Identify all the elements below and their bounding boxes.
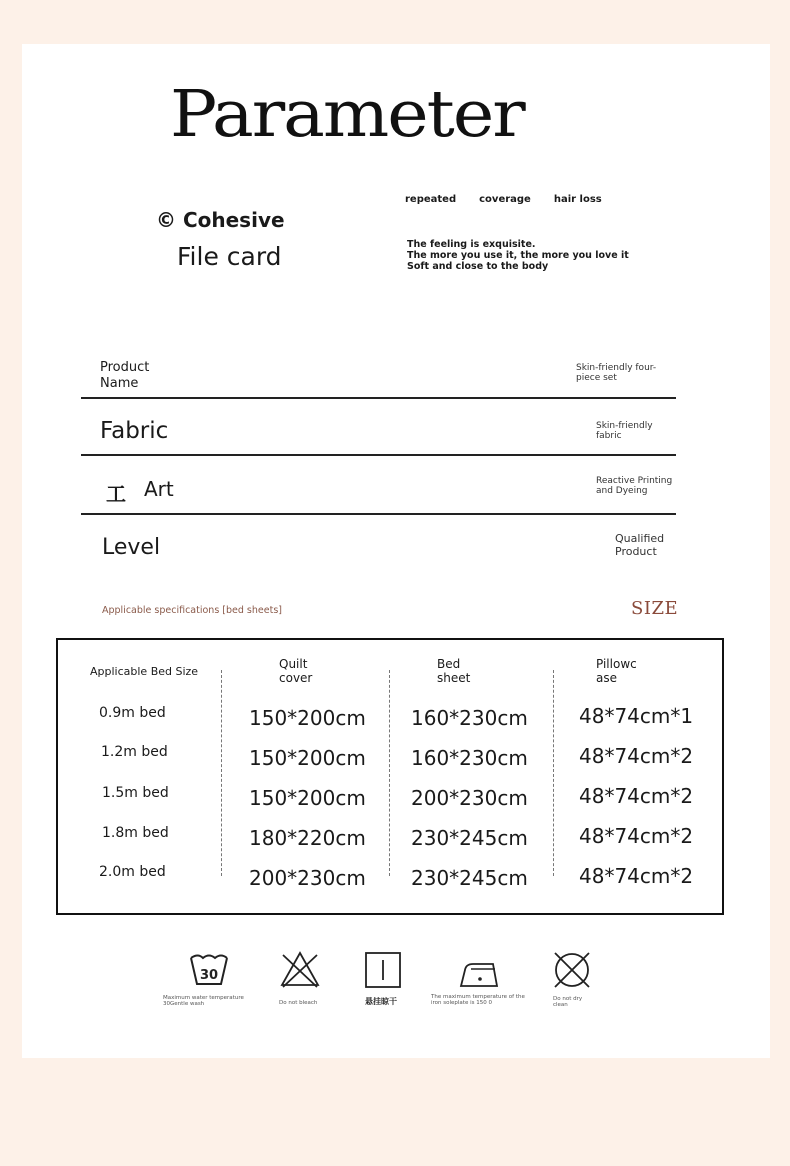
feel-line: Soft and close to the body bbox=[407, 261, 549, 272]
row-pillow: 48*74cm*2 bbox=[579, 864, 694, 888]
row-quilt: 150*200cm bbox=[249, 786, 366, 810]
column-divider bbox=[389, 670, 390, 876]
row-quilt: 150*200cm bbox=[249, 706, 366, 730]
hang-caption: 悬挂晾干 bbox=[365, 997, 397, 1006]
spec-label-line: Product bbox=[100, 360, 150, 375]
feature-tags bbox=[405, 194, 602, 205]
spec-value-product-name bbox=[576, 363, 656, 383]
spec-note: Applicable specifications [bed sheets] bbox=[102, 605, 282, 616]
no-bleach-icon bbox=[279, 949, 321, 989]
wash-30-icon bbox=[188, 950, 230, 988]
size-table bbox=[56, 638, 724, 915]
divider bbox=[81, 454, 676, 456]
divider bbox=[81, 513, 676, 515]
spec-label-line: Name bbox=[100, 376, 139, 391]
parameter-card bbox=[22, 44, 770, 1058]
row-quilt: 180*220cm bbox=[249, 826, 366, 850]
row-sheet: 160*230cm bbox=[411, 706, 528, 730]
spec-label-art: Art bbox=[144, 477, 174, 501]
wash-temp-label: 30 bbox=[199, 968, 219, 983]
hang-dry-icon bbox=[364, 951, 402, 989]
row-sheet: 160*230cm bbox=[411, 746, 528, 770]
row-quilt: 150*200cm bbox=[249, 746, 366, 770]
header-line: sheet bbox=[437, 671, 471, 685]
wash-caption bbox=[163, 995, 244, 1007]
row-bed-size: 1.2m bed bbox=[101, 744, 168, 760]
page-title: Parameter bbox=[170, 76, 524, 152]
divider bbox=[81, 397, 676, 399]
tag-coverage: coverage bbox=[479, 194, 531, 205]
row-pillow: 48*74cm*2 bbox=[579, 824, 694, 848]
spec-value-line: Reactive Printing bbox=[596, 476, 673, 486]
caption-line: 30Gentle wash bbox=[163, 1001, 205, 1007]
row-bed-size: 1.5m bed bbox=[102, 785, 169, 801]
spec-label-product-name bbox=[100, 360, 149, 392]
row-quilt: 200*230cm bbox=[249, 866, 366, 890]
file-card-subtitle: File card bbox=[177, 242, 282, 271]
bleach-caption: Do not bleach bbox=[279, 1000, 318, 1006]
art-icon: 工 bbox=[106, 482, 126, 506]
spec-value-art bbox=[596, 476, 672, 496]
column-divider bbox=[553, 670, 554, 876]
feel-text bbox=[407, 239, 629, 272]
row-pillow: 48*74cm*1 bbox=[579, 704, 694, 728]
caption-line: Maximum water temperature bbox=[163, 995, 244, 1001]
dry-caption bbox=[553, 996, 582, 1008]
brand-name: © Cohesive bbox=[156, 208, 285, 232]
iron-icon bbox=[459, 958, 501, 990]
spec-value-line: fabric bbox=[596, 431, 622, 441]
spec-label-fabric: Fabric bbox=[100, 418, 169, 444]
header-bed-sheet bbox=[437, 657, 470, 685]
row-bed-size: 0.9m bed bbox=[99, 705, 166, 721]
feel-line: The feeling is exquisite. bbox=[407, 239, 536, 250]
row-sheet: 230*245cm bbox=[411, 826, 528, 850]
tag-repeated: repeated bbox=[405, 194, 457, 205]
row-pillow: 48*74cm*2 bbox=[579, 744, 694, 768]
spec-value-fabric bbox=[596, 421, 653, 441]
size-heading: SIZE bbox=[631, 598, 679, 619]
column-divider bbox=[221, 670, 222, 876]
spec-value-line: and Dyeing bbox=[596, 486, 648, 496]
spec-value-line: Skin-friendly four- bbox=[576, 363, 657, 373]
row-sheet: 230*245cm bbox=[411, 866, 528, 890]
spec-value-line: Qualified bbox=[615, 532, 665, 545]
tag-hair-loss: hair loss bbox=[553, 194, 602, 205]
feel-line: The more you use it, the more you love it bbox=[407, 250, 629, 261]
caption-line: clean bbox=[553, 1002, 568, 1008]
no-dry-clean-icon bbox=[552, 950, 592, 990]
spec-value-line: piece set bbox=[576, 373, 617, 383]
header-line: ase bbox=[596, 671, 617, 685]
header-quilt-cover bbox=[279, 657, 312, 685]
header-line: Pillowc bbox=[596, 657, 637, 671]
spec-value-line: Product bbox=[615, 545, 657, 558]
header-bed-size: Applicable Bed Size bbox=[90, 665, 199, 678]
header-pillowcase bbox=[596, 657, 637, 685]
row-bed-size: 1.8m bed bbox=[102, 825, 169, 841]
row-sheet: 200*230cm bbox=[411, 786, 528, 810]
spec-label-level: Level bbox=[102, 535, 161, 560]
header-line: Bed bbox=[437, 657, 461, 671]
iron-caption bbox=[431, 994, 525, 1006]
header-line: Quilt bbox=[279, 657, 308, 671]
spec-value-level bbox=[615, 532, 664, 558]
spec-value-line: Skin-friendly bbox=[596, 421, 653, 431]
caption-line: The maximum temperature of the bbox=[431, 994, 525, 1000]
row-pillow: 48*74cm*2 bbox=[579, 784, 694, 808]
caption-line: iron soleplate is 150 0 bbox=[431, 1000, 492, 1006]
header-line: cover bbox=[279, 671, 313, 685]
caption-line: Do not dry bbox=[553, 996, 583, 1002]
row-bed-size: 2.0m bed bbox=[99, 864, 166, 880]
